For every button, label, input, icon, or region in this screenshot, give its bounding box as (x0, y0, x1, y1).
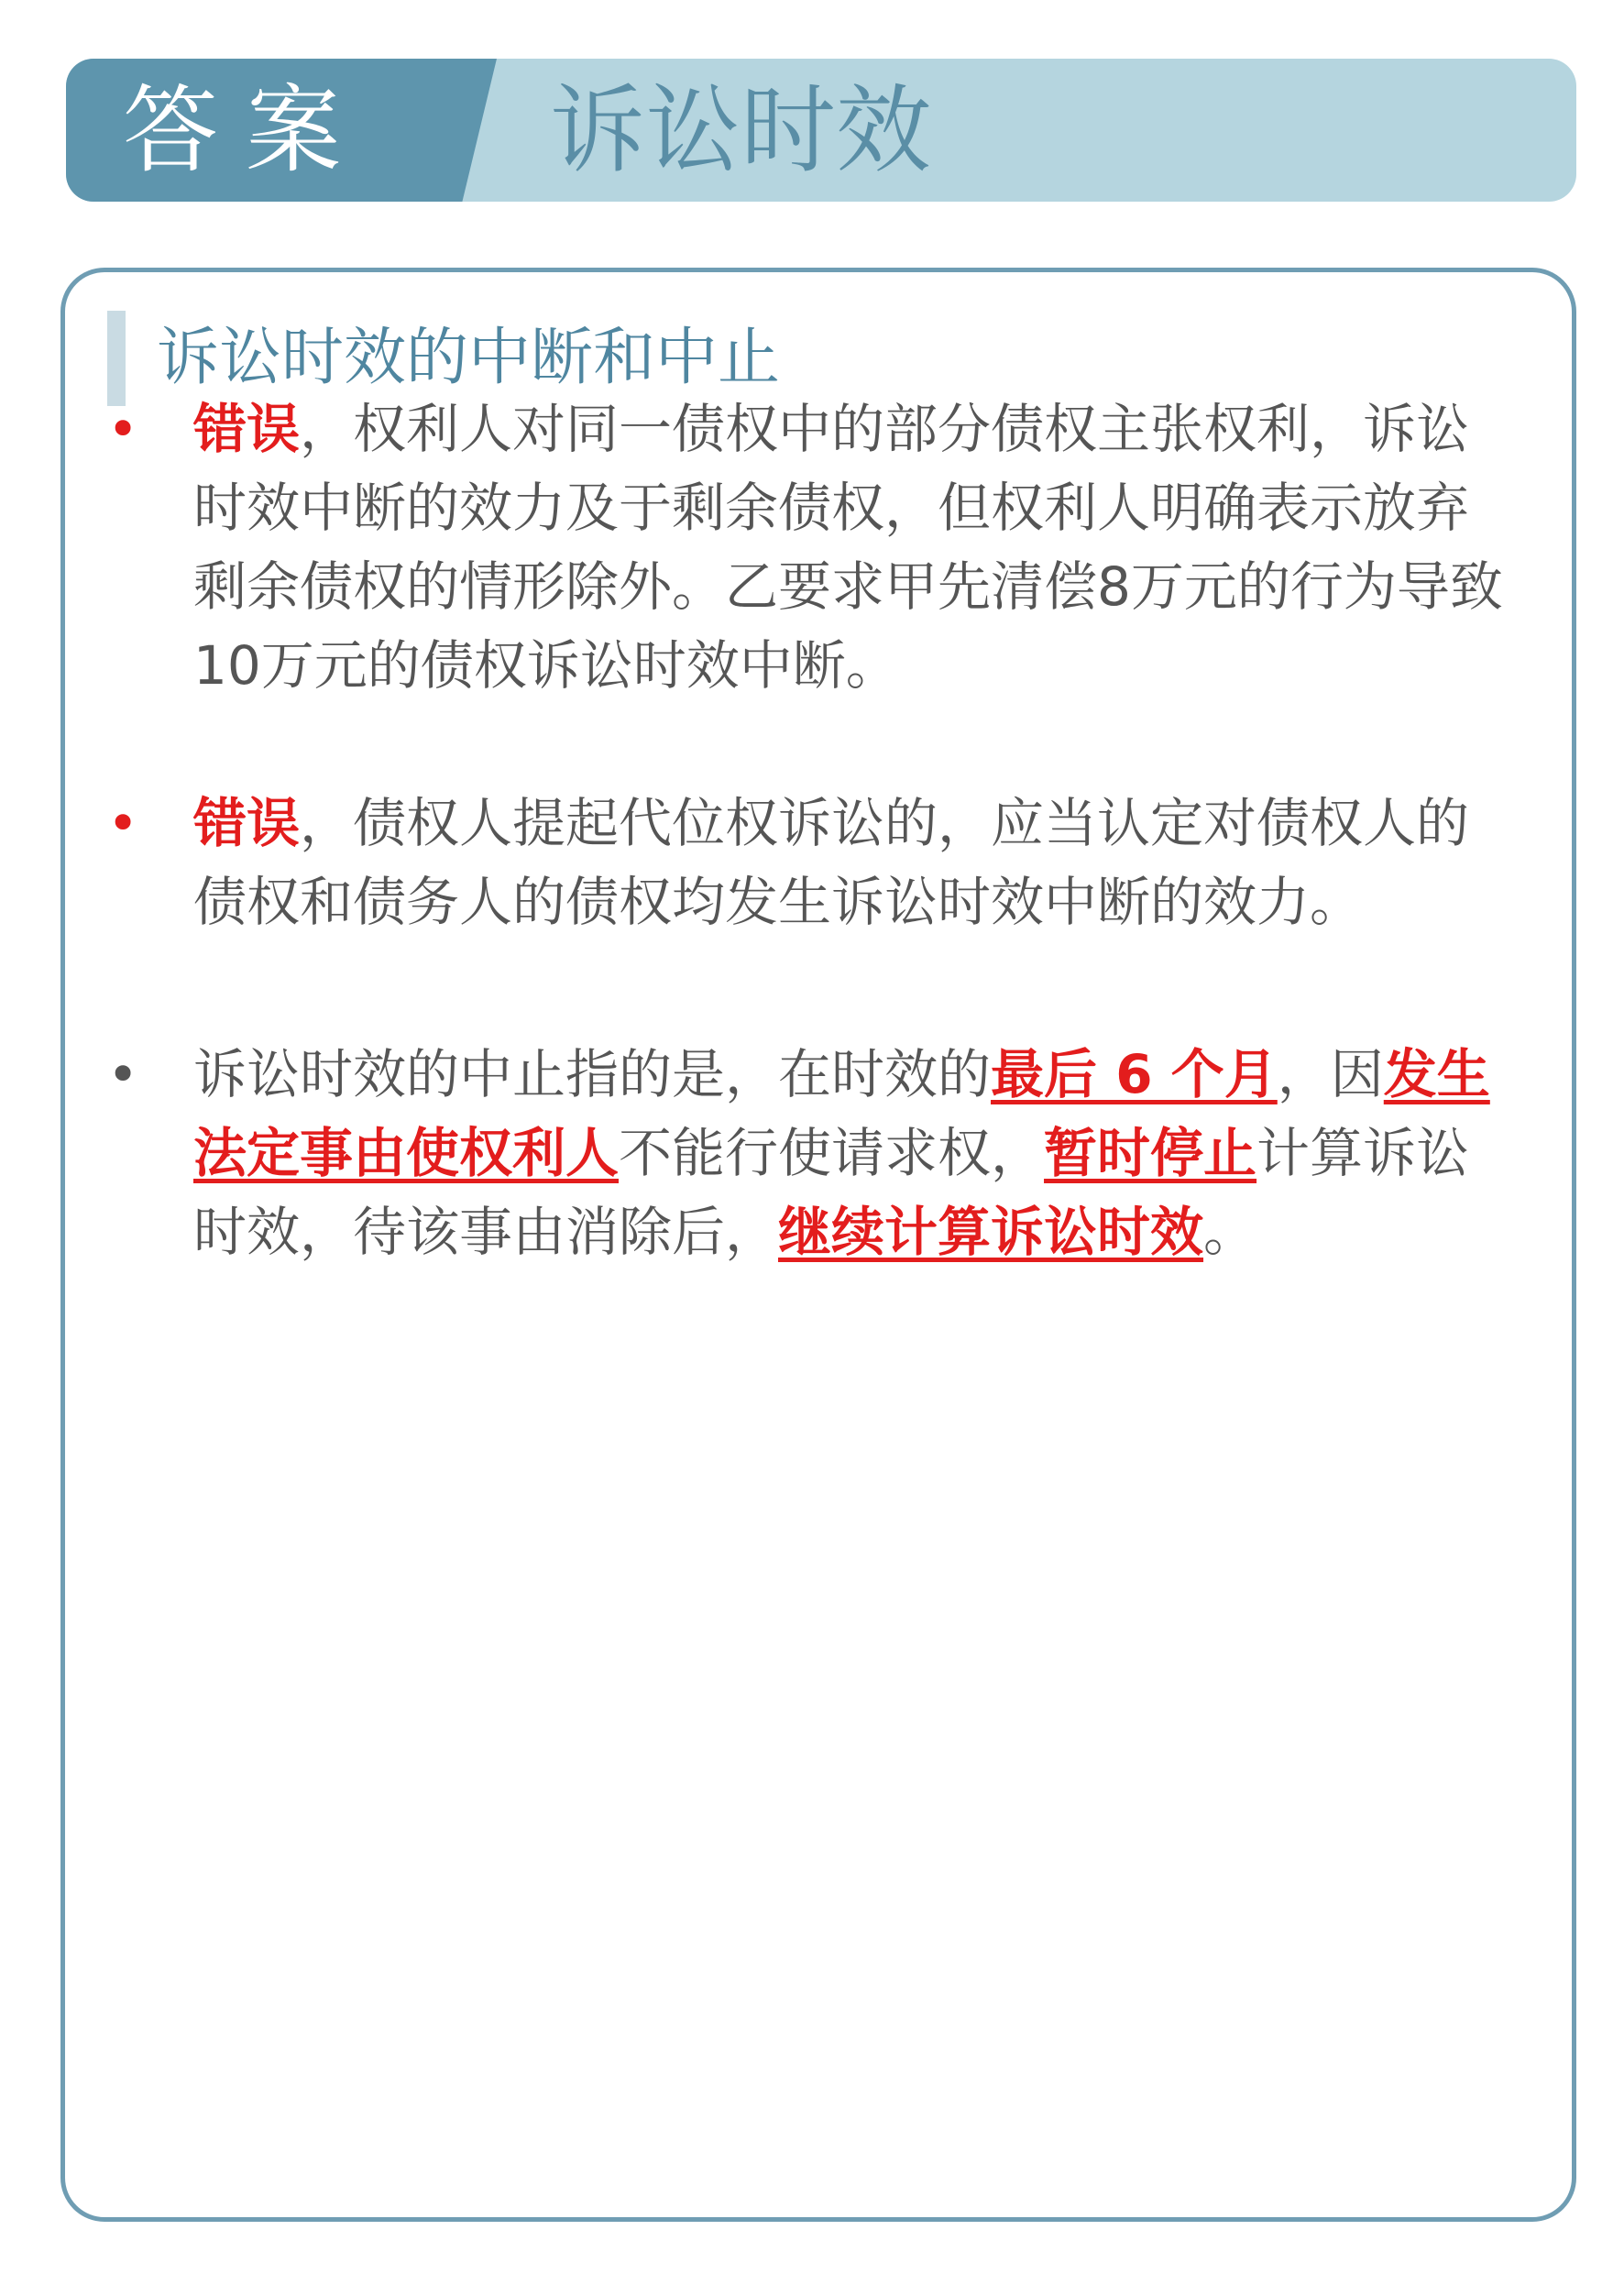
highlight-text: 继续计算诉讼时效 (778, 1201, 1204, 1263)
highlight-text: 最后 6 个月 (991, 1043, 1278, 1105)
highlight-text: 暂时停止 (1044, 1122, 1257, 1184)
bullet-icon: • (107, 398, 139, 460)
list-item (193, 784, 1504, 941)
bullet-icon: • (107, 1043, 139, 1105)
item-text: ，债权人提起代位权诉讼的，应当认定对债权人的债权和债务人的债权均发生诉讼时效中断的效力。 (193, 792, 1470, 933)
bullet-icon: • (107, 792, 139, 854)
header-title: 诉讼时效 (550, 74, 932, 186)
highlight-text: 发生法定事由使权利人 (193, 1043, 1490, 1184)
item-text: 计算诉讼时效，待该事由消除后， (193, 1122, 1470, 1263)
item-text: ，权利人对同一债权中的部分债权主张权利，诉讼时效中断的效力及于剩余债权，但权利人明确表示放弃剩余债权的情形除外。乙要求甲先清偿8万元的行为导致10万元的债权诉讼时效中断。 (193, 398, 1503, 697)
item-text: 诉讼时效的中止指的是，在时效的 (193, 1043, 992, 1105)
list-item (193, 390, 1504, 705)
section-title: 诉讼时效的中断和中止 (157, 322, 781, 394)
header-tag: 答案 (123, 74, 369, 186)
item-text: 。 (1203, 1201, 1257, 1263)
list-item (193, 1035, 1504, 1271)
item-text: ，因 (1277, 1043, 1384, 1105)
header-banner (66, 59, 1576, 202)
content-card (60, 268, 1576, 2222)
item-text: 不能行使请求权， (619, 1122, 1045, 1184)
item-label: 错误 (193, 398, 301, 460)
item-label: 错误 (193, 792, 301, 854)
